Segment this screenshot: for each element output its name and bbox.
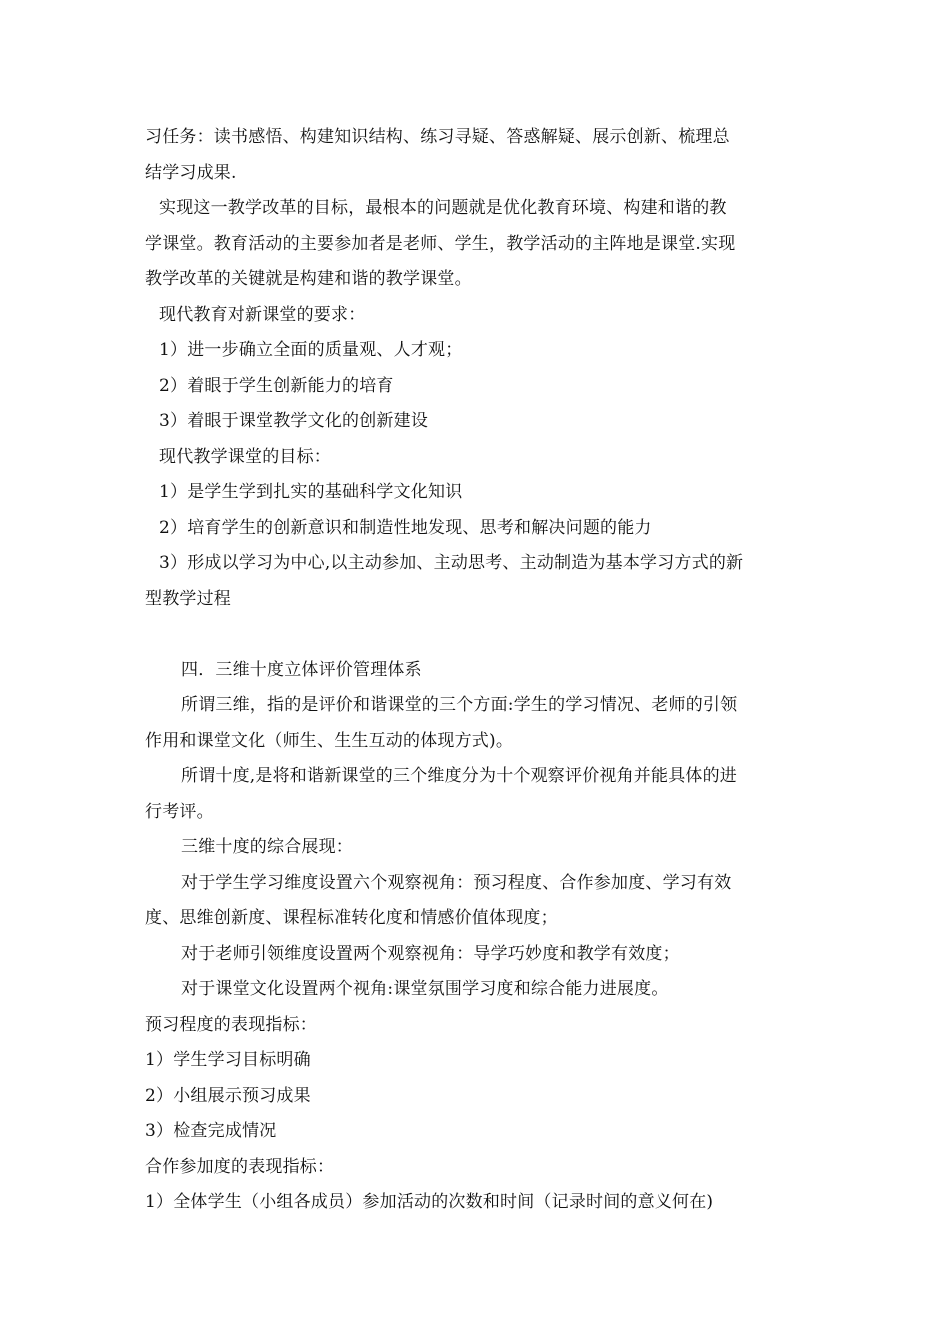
list-item: 1）是学生学到扎实的基础科学文化知识 xyxy=(159,482,463,502)
subheading: 现代教育对新课堂的要求： xyxy=(159,304,366,325)
list-item: 1）进一步确立全面的质量观、人才观； xyxy=(159,340,463,360)
list-item: 1）全体学生（小组各成员）参加活动的次数和时间（记录时间的意义何在) xyxy=(145,1192,714,1212)
paragraph-line: 行考评。 xyxy=(145,801,214,822)
paragraph-line: 结学习成果. xyxy=(145,162,237,183)
paragraph-line: 所谓三维，指的是评价和谐课堂的三个方面:学生的学习情况、老师的引领 xyxy=(181,695,738,715)
paragraph-line: 所谓十度,是将和谐新课堂的三个维度分为十个观察评价视角并能具体的进 xyxy=(181,766,738,786)
paragraph-line: 习任务：读书感悟、构建知识结构、练习寻疑、答惑解疑、展示创新、梳理总 xyxy=(145,127,730,147)
paragraph-line: 型教学过程 xyxy=(145,588,231,609)
section-heading: 四．三维十度立体评价管理体系 xyxy=(181,659,422,680)
paragraph-line: 教学改革的关键就是构建和谐的教学课堂。 xyxy=(145,269,472,289)
subheading: 三维十度的综合展现： xyxy=(181,837,353,857)
list-item: 3）着眼于课堂教学文化的创新建设 xyxy=(159,411,429,431)
paragraph-line: 对于老师引领维度设置两个观察视角：导学巧妙度和教学有效度； xyxy=(181,943,680,964)
paragraph-line: 度、思维创新度、课程标准转化度和情感价值体现度； xyxy=(145,908,558,928)
paragraph-line: 实现这一教学改革的目标，最根本的问题就是优化教育环境、构建和谐的教 xyxy=(159,198,727,218)
paragraph-line: 对于课堂文化设置两个视角:课堂氛围学习度和综合能力进展度。 xyxy=(181,979,669,999)
subheading: 合作参加度的表现指标： xyxy=(145,1156,335,1177)
subheading: 预习程度的表现指标： xyxy=(145,1014,317,1035)
document-page xyxy=(145,120,810,1221)
paragraph-line: 对于学生学习维度设置六个观察视角：预习程度、合作参加度、学习有效 xyxy=(181,872,732,893)
blank-line xyxy=(145,617,810,653)
subheading: 现代教学课堂的目标： xyxy=(159,446,331,467)
paragraph-line: 学课堂。教育活动的主要参加者是老师、学生，教学活动的主阵地是课堂.实现 xyxy=(145,233,736,254)
list-item: 3）检查完成情况 xyxy=(145,1121,277,1141)
list-item: 2）培育学生的创新意识和制造性地发现、思考和解决问题的能力 xyxy=(159,517,652,538)
list-item: 2）着眼于学生创新能力的培育 xyxy=(159,375,394,396)
paragraph-line: 作用和课堂文化（师生、生生互动的体现方式)。 xyxy=(145,730,514,751)
list-item: 2）小组展示预习成果 xyxy=(145,1085,311,1106)
list-item: 3）形成以学习为中心,以主动参加、主动思考、主动制造为基本学习方式的新 xyxy=(159,553,744,573)
list-item: 1）学生学习目标明确 xyxy=(145,1050,311,1070)
